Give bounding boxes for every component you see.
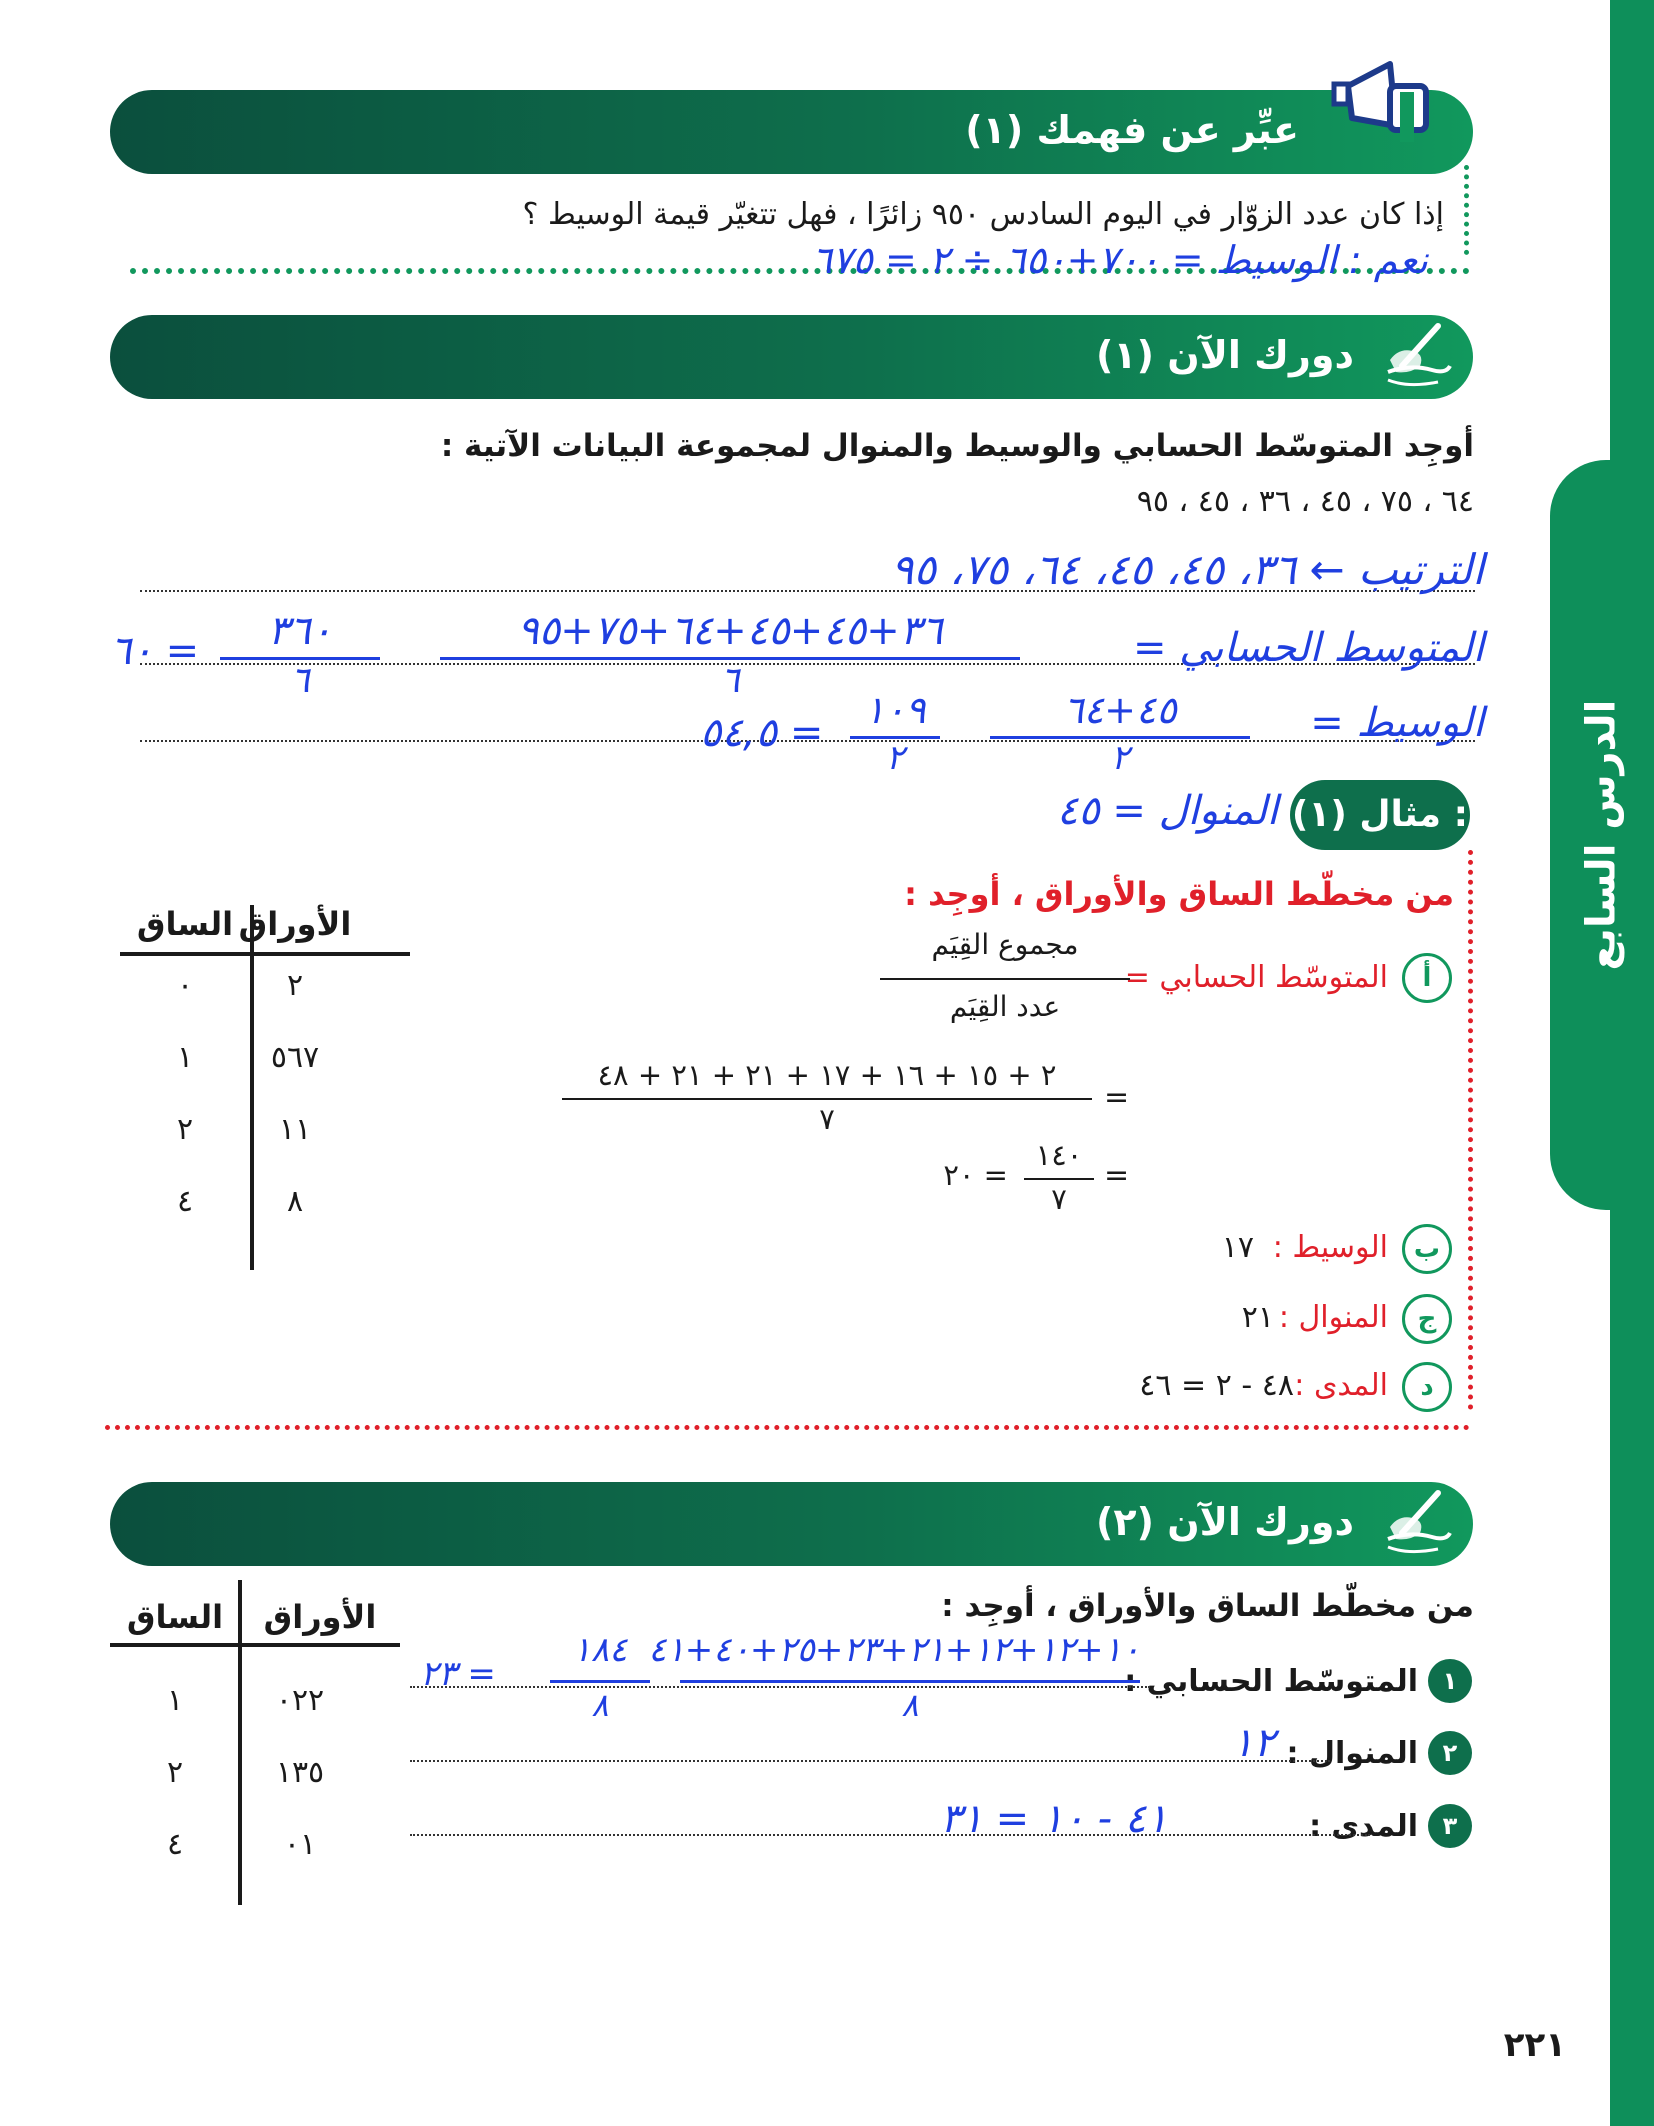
megaphone-icon xyxy=(1330,56,1440,156)
q1-hand-fraction-bar xyxy=(680,1680,1140,1683)
example-table-header-stem: الساق xyxy=(136,905,234,943)
q1-badge: ١ xyxy=(1428,1659,1472,1703)
handwritten-mean-frac-den: ٦ xyxy=(290,660,310,701)
example-table-stem-row3: ٢ xyxy=(176,1112,194,1147)
example-prompt: من مخطّط الساق والأوراق ، أوجِد : xyxy=(904,875,1454,913)
example-title: مثال (١) : xyxy=(1291,794,1468,835)
item-a-fraction-bar xyxy=(880,978,1130,980)
item-d-label: المدى : xyxy=(1294,1368,1388,1403)
section2-question: أوجِد المتوسّط الحسابي والوسيط والمنوال لمجموعة البيانات الآتية : xyxy=(440,428,1474,464)
example-table-leaves-row4: ٨ xyxy=(286,1184,304,1219)
q2-hand-answer: ١٢ xyxy=(1232,1720,1275,1766)
q1-label: المتوسّط الحسابي : xyxy=(1124,1664,1418,1699)
calc2-result: = ٢٠ xyxy=(943,1158,1008,1192)
example-table-leaves-row2: ٥٦٧ xyxy=(270,1040,320,1075)
calc2-equals: = xyxy=(1104,1158,1130,1193)
q2-label: المنوال : xyxy=(1286,1736,1418,1771)
practice-table-header-stem: الساق xyxy=(126,1598,224,1636)
example-red-dotted-border-right xyxy=(1468,850,1473,1410)
handwritten-median-result: = ٥٤,٥ xyxy=(700,710,824,756)
section1-question: إذا كان عدد الزوّار في اليوم السادس ٩٥٠ زائرًا ، فهل تتغيّر قيمة الوسيط ؟ xyxy=(522,197,1444,232)
handwritten-mean-frac-num: ٣٦٠ xyxy=(267,608,333,654)
pen-writing-icon xyxy=(1380,1487,1456,1557)
q1-hand-denominator: ٨ xyxy=(901,1686,919,1724)
q3-badge: ٣ xyxy=(1428,1804,1472,1848)
q1-hand-frac-num: ١٨٤ xyxy=(572,1630,628,1670)
item-c-label: المنوال : xyxy=(1278,1300,1388,1335)
practice-table-stem-row1: ١ xyxy=(166,1683,184,1718)
practice-table-leaves-row3: ٠١ xyxy=(283,1827,317,1862)
section1-handwritten-answer: نعم : الوسيط = ٧٠٠+٦٥٠ ÷ ٢ = ٦٧٥ xyxy=(811,238,1428,282)
handwritten-median-frac-num: ١٠٩ xyxy=(864,688,926,732)
handwritten-median-denominator: ٢ xyxy=(1110,738,1130,778)
example-table-leaves-row1: ٢ xyxy=(286,968,304,1003)
q3-label: المدى : xyxy=(1309,1809,1418,1844)
example-table-header-leaves: الأوراق xyxy=(238,905,352,943)
section3-prompt: من مخطّط الساق والأوراق ، أوجِد : xyxy=(941,1588,1474,1624)
example-table-stem-row4: ٤ xyxy=(176,1184,194,1219)
item-a-label: المتوسّط الحسابي = xyxy=(1124,960,1388,995)
section2-data-values: ٦٤ ، ٧٥ ، ٤٥ ، ٣٦ ، ٤٥ ، ٩٥ xyxy=(1136,484,1474,519)
example-table-header-rule xyxy=(120,952,410,956)
handwritten-mean-denominator: ٦ xyxy=(720,660,740,701)
calc2-denominator: ٧ xyxy=(1051,1182,1067,1216)
pen-writing-icon xyxy=(1380,320,1456,390)
q2-answer-line xyxy=(410,1760,1330,1762)
item-b-label: الوسيط : xyxy=(1272,1230,1388,1265)
section2-title: دورك الآن (١) xyxy=(1096,333,1354,377)
example-table-stem-row2: ١ xyxy=(176,1040,194,1075)
handwritten-mean-label: المتوسط الحسابي = xyxy=(1132,625,1484,671)
calc1-numerator: ٢ + ١٥ + ١٦ + ١٧ + ٢١ + ٢١ + ٤٨ xyxy=(597,1058,1057,1092)
item-a-badge: أ xyxy=(1402,953,1452,1003)
item-b-value: ١٧ xyxy=(1221,1230,1254,1265)
item-a-numerator: مجموع القِيَم xyxy=(931,928,1079,961)
section3-title: دورك الآن (٢) xyxy=(1096,1500,1354,1544)
lesson-tab-label: الدرس السابع xyxy=(1578,699,1624,971)
calc2-numerator: ١٤٠ xyxy=(1035,1138,1083,1172)
q1-hand-frac-den: ٨ xyxy=(591,1686,609,1724)
item-c-value: ٢١ xyxy=(1241,1300,1274,1335)
handwritten-median-label: الوسيط = xyxy=(1310,700,1484,746)
handwritten-median-frac-den: ٢ xyxy=(885,738,905,778)
handwritten-mean-numerator: ٣٦+٤٥+٤٥+٦٤+٧٥+٩٥ xyxy=(517,608,943,654)
item-d-badge: د xyxy=(1402,1362,1452,1412)
q3-answer-line xyxy=(410,1834,1370,1836)
section1-dotted-border-right xyxy=(1464,165,1469,255)
item-b-badge: ب xyxy=(1402,1224,1452,1274)
handwritten-mode: المنوال = ٤٥ xyxy=(1056,788,1278,834)
practice-table-header-leaves: الأوراق xyxy=(263,1598,377,1636)
example-table-stem-row1: ٠ xyxy=(176,968,194,1003)
q3-hand-answer: ٤١ - ١٠ = ٣١ xyxy=(940,1796,1168,1842)
page-number: ٢٢١ xyxy=(1503,2025,1566,2065)
handwritten-mean-result: = ٦٠ xyxy=(110,628,200,674)
item-a-denominator: عدد القِيَم xyxy=(949,990,1061,1023)
handwritten-median-numerator: ٤٥+٦٤ xyxy=(1063,688,1177,732)
handwritten-ordering: الترتيب ← ٣٦، ٤٥، ٤٥، ٦٤، ٧٥، ٩٥ xyxy=(890,545,1484,594)
calc1-denominator: ٧ xyxy=(819,1102,835,1136)
calc1-equals: = xyxy=(1104,1080,1130,1115)
item-c-badge: ج xyxy=(1402,1294,1452,1344)
example-red-dotted-border-bottom xyxy=(105,1425,1470,1430)
practice-table-leaves-row2: ١٣٥ xyxy=(275,1755,325,1790)
q1-hand-frac-bar xyxy=(550,1680,650,1683)
calc2-fraction-bar xyxy=(1024,1178,1094,1180)
calc1-fraction-bar xyxy=(562,1098,1092,1100)
item-d-value: ٤٨ - ٢ = ٤٦ xyxy=(1139,1368,1294,1403)
practice-table-stem-row2: ٢ xyxy=(166,1755,184,1790)
q1-hand-numerator: ١٠+١٢+١٢+٢١+٢٣+٢٥+٤٠+٤١ xyxy=(648,1630,1140,1670)
practice-table-leaves-row1: ٠٢٢ xyxy=(275,1683,325,1718)
section1-title: عبِّر عن فهمك (١) xyxy=(965,108,1299,152)
q1-hand-result: = ٢٣ xyxy=(420,1654,496,1694)
example-table-leaves-row3: ١١ xyxy=(278,1112,312,1147)
practice-table-header-rule xyxy=(110,1643,400,1647)
practice-table-stem-row3: ٤ xyxy=(166,1827,184,1862)
q2-badge: ٢ xyxy=(1428,1731,1472,1775)
